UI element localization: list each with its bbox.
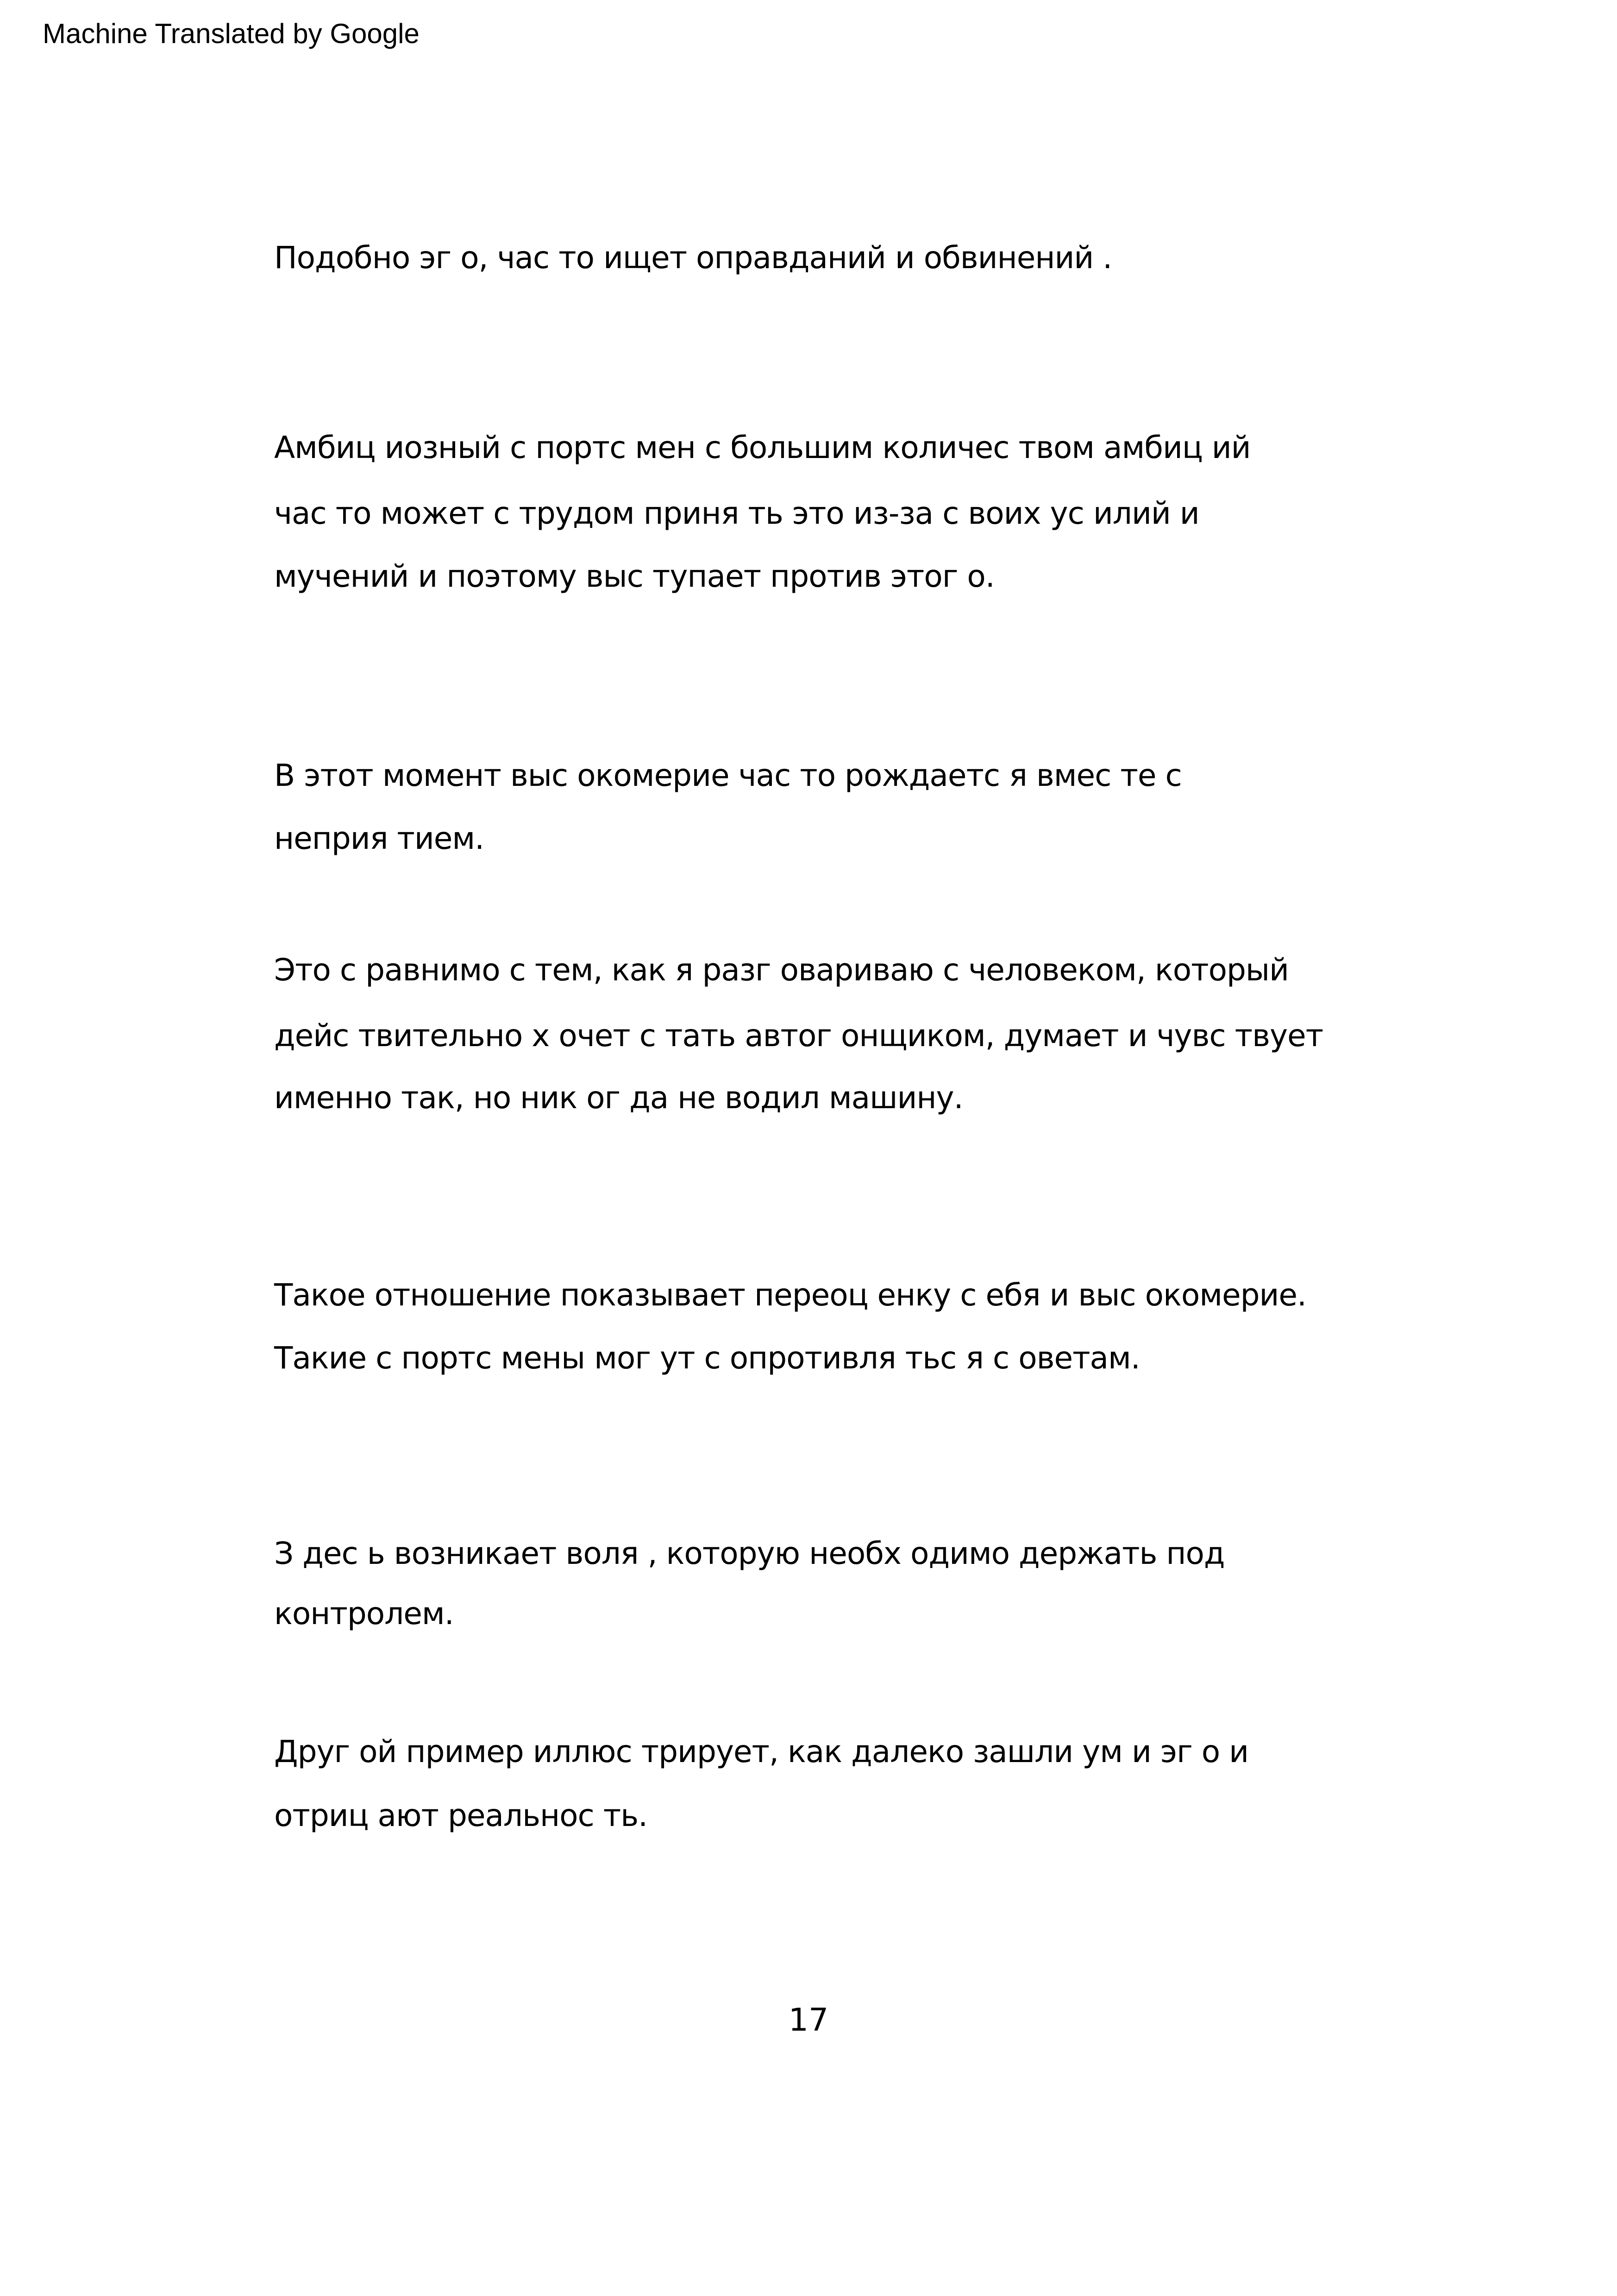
paragraph-3-line-1: В этот момент выс окомерие час то рождаетс я вмес те с <box>274 758 1182 793</box>
paragraph-6-line-2: контролем. <box>274 1596 454 1631</box>
paragraph-6-line-1: З дес ь возникает воля , которую необх одимо держать под <box>274 1536 1225 1571</box>
paragraph-2-line-2: час то может с трудом приня ть это из-за с воих ус илий и <box>274 496 1199 531</box>
paragraph-4-line-1: Это с равнимо с тем, как я разг овариваю с человеком, который <box>274 952 1289 988</box>
paragraph-2-line-1: Амбиц иозный с портс мен с большим количес твом амбиц ий <box>274 430 1251 465</box>
paragraph-7-line-1: Друг ой пример иллюс трирует, как далеко зашли ум и эг о и <box>274 1734 1248 1769</box>
paragraph-2-line-3: мучений и поэтому выс тупает против этог о. <box>274 558 995 594</box>
paragraph-5-line-1: Такое отношение показывает переоц енку с ебя и выс окомерие. <box>274 1277 1306 1313</box>
paragraph-4-line-3: именно так, но ник ог да не водил машину. <box>274 1080 963 1116</box>
machine-translation-label: Machine Translated by Google <box>43 18 420 49</box>
paragraph-5-line-2: Такие с портс мены мог ут с опротивля тьс я с оветам. <box>274 1340 1140 1376</box>
paragraph-1-line-1: Подобно эг о, час то ищет оправданий и обвинений . <box>274 240 1112 276</box>
page-number: 17 <box>788 2002 829 2039</box>
paragraph-3-line-2: неприя тием. <box>274 821 484 856</box>
paragraph-7-line-2: отриц ают реальнос ть. <box>274 1798 648 1833</box>
paragraph-4-line-2: дейс твительно х очет с тать автог онщиком, думает и чувс твует <box>274 1018 1323 1054</box>
